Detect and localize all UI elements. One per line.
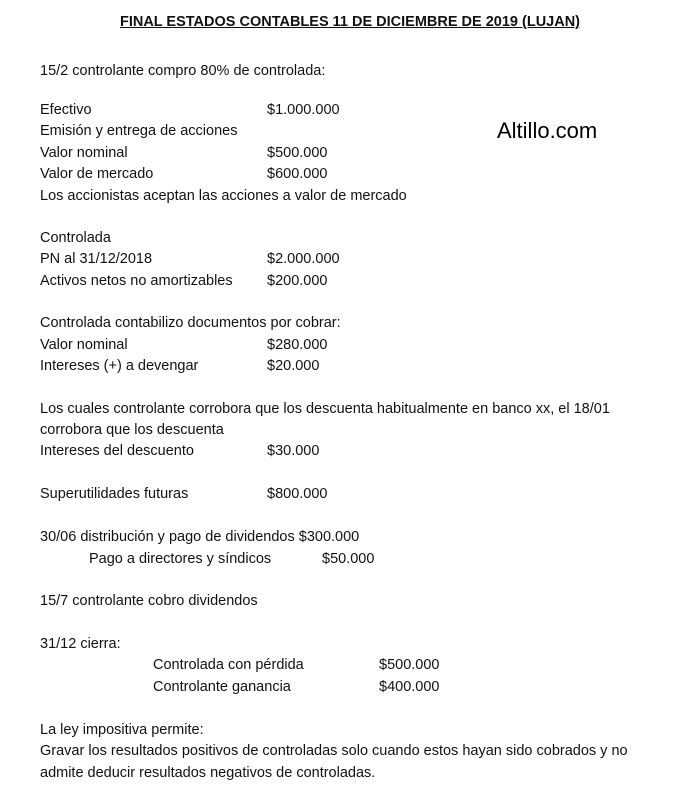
s3-value-1: $20.000 bbox=[267, 358, 320, 374]
s1-label-2: Valor nominal bbox=[40, 145, 128, 161]
s2-label-1: Activos netos no amortizables bbox=[40, 273, 233, 289]
s9-line-1: Gravar los resultados positivos de controladas solo cuando estos hayan sido cobrados y no bbox=[40, 743, 628, 759]
watermark: Altillo.com bbox=[497, 118, 598, 143]
s8-heading: 31/12 cierra: bbox=[40, 636, 121, 652]
s6-sub-value: $50.000 bbox=[322, 551, 375, 567]
s1-value-3: $600.000 bbox=[267, 166, 328, 182]
s3-label-0: Valor nominal bbox=[40, 337, 128, 353]
s3-heading: Controlada contabilizo documentos por cobrar: bbox=[40, 315, 341, 331]
s3-label-1: Intereses (+) a devengar bbox=[40, 358, 199, 374]
s6-line-1: 30/06 distribución y pago de dividendos $300.000 bbox=[40, 529, 360, 545]
s6-sub-label: Pago a directores y síndicos bbox=[89, 551, 272, 567]
s2-label-0: PN al 31/12/2018 bbox=[40, 251, 153, 267]
s2-value-0: $2.000.000 bbox=[267, 251, 340, 267]
s1-label-4: Los accionistas aceptan las acciones a valor de mercado bbox=[40, 188, 407, 204]
s3-value-0: $280.000 bbox=[267, 337, 328, 353]
s2-heading: Controlada bbox=[40, 230, 111, 246]
s5-label: Superutilidades futuras bbox=[40, 486, 189, 502]
s9-line-2: admite deducir resultados negativos de controladas. bbox=[40, 765, 376, 781]
s8-value-0: $500.000 bbox=[379, 657, 440, 673]
s4-text-2: corrobora que los descuenta bbox=[40, 422, 224, 438]
s8-label-0: Controlada con pérdida bbox=[153, 657, 304, 673]
s1-value-0: $1.000.000 bbox=[267, 102, 340, 118]
s1-value-2: $500.000 bbox=[267, 145, 328, 161]
s4-value: $30.000 bbox=[267, 443, 320, 459]
s8-label-1: Controlante ganancia bbox=[153, 679, 291, 695]
s1-label-3: Valor de mercado bbox=[40, 166, 154, 182]
s7-text: 15/7 controlante cobro dividendos bbox=[40, 593, 258, 609]
s4-text-1: Los cuales controlante corrobora que los descuenta habitualmente en banco xx, el 18/01 bbox=[40, 401, 610, 417]
s9-heading: La ley impositiva permite: bbox=[40, 722, 204, 738]
s4-label: Intereses del descuento bbox=[40, 443, 194, 459]
s1-label-1: Emisión y entrega de acciones bbox=[40, 123, 238, 139]
intro-text: 15/2 controlante compro 80% de controlada: bbox=[40, 63, 326, 79]
s1-label-0: Efectivo bbox=[40, 102, 92, 118]
s8-value-1: $400.000 bbox=[379, 679, 440, 695]
s5-value: $800.000 bbox=[267, 486, 328, 502]
s2-value-1: $200.000 bbox=[267, 273, 328, 289]
document-title: FINAL ESTADOS CONTABLES 11 DE DICIEMBRE DE 2019 (LUJAN) bbox=[119, 14, 581, 30]
